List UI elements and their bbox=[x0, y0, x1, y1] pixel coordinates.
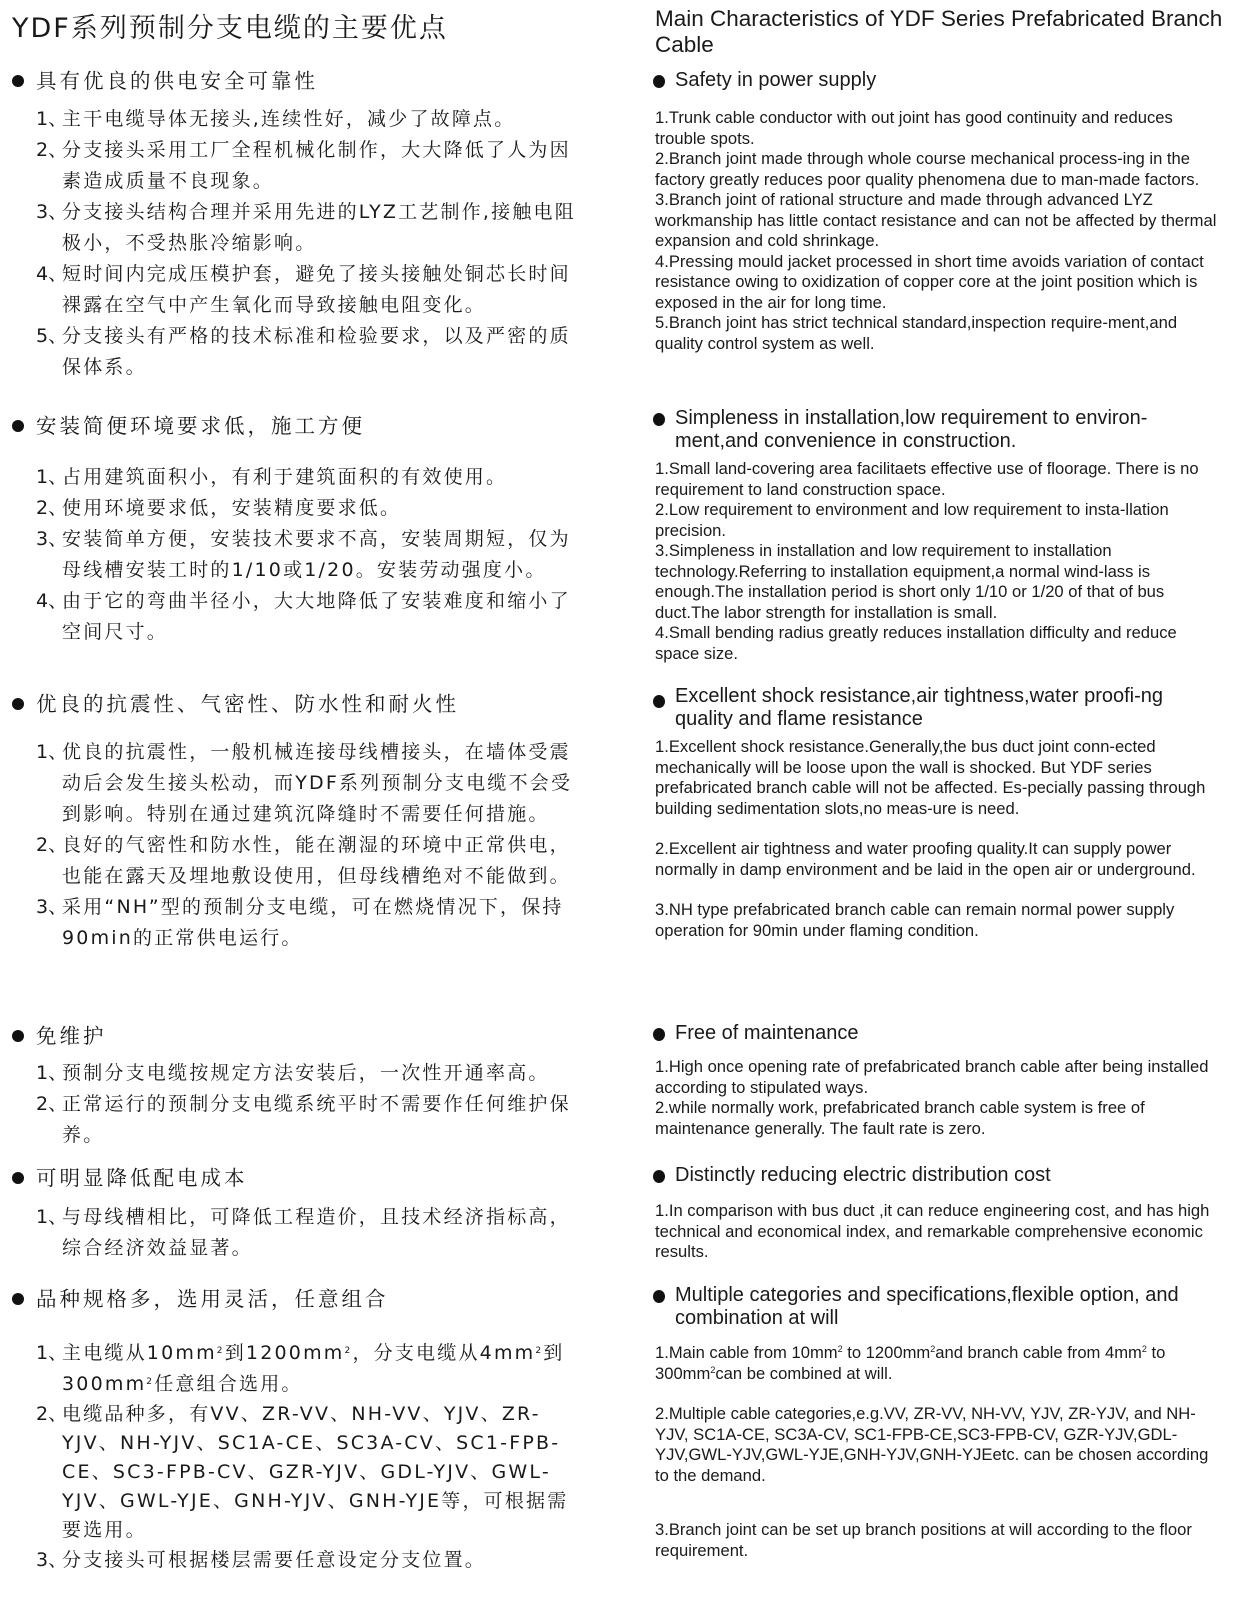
bullet-icon bbox=[12, 1030, 24, 1042]
list-item bbox=[0, 104, 587, 135]
heading-text: 优良的抗震性、气密性、防水性和耐火性 bbox=[36, 692, 459, 716]
section-cn-safety bbox=[0, 66, 620, 383]
list-item: 1.Trunk cable conductor with out joint has good continuity and reduces trouble spots. bbox=[655, 108, 1173, 148]
section-heading bbox=[655, 69, 1223, 92]
list-item bbox=[0, 259, 587, 321]
item-number: 1、 bbox=[36, 1062, 68, 1084]
list-item: 4.Small bending radius greatly reduces installation difficulty and reduce space size. bbox=[655, 623, 1177, 663]
item-number: 2、 bbox=[36, 497, 68, 519]
list-item: 5.Branch joint has strict technical standard,inspection require-ment,and quality control system as well. bbox=[655, 313, 1178, 353]
list-item bbox=[0, 197, 587, 259]
list-item: 2.while normally work, prefabricated branch cable system is free of maintenance generally. The fault rate is zero. bbox=[655, 1098, 1145, 1138]
list-item bbox=[0, 586, 587, 648]
section-heading bbox=[655, 407, 1223, 453]
heading-text: Safety in power supply bbox=[675, 69, 877, 91]
list-item bbox=[0, 830, 587, 892]
section-cn-maintenance bbox=[0, 1021, 620, 1151]
bullet-icon bbox=[653, 1290, 665, 1303]
heading-text: Simpleness in installation,low requirement to environ-ment,and convenience in construction. bbox=[675, 407, 1148, 452]
heading-text: 免维护 bbox=[36, 1024, 107, 1048]
item-number: 3、 bbox=[36, 528, 68, 550]
section-en-cost bbox=[655, 1164, 1235, 1263]
item-text: 安装简单方便，安装技术要求不高，安装周期短，仅为母线槽安装工时的1/10或1/20。安装劳动强度小。 bbox=[62, 528, 571, 581]
heading-text: 安装简便环境要求低，施工方便 bbox=[36, 414, 365, 438]
list-item bbox=[0, 1058, 587, 1089]
section-cn-categories bbox=[0, 1284, 620, 1576]
item-text: 由于它的弯曲半径小，大大地降低了安装难度和缩小了空间尺寸。 bbox=[62, 590, 571, 643]
list-item: 1.Small land-covering area facilitaets effective use of floorage. There is no requirement to land construction space. bbox=[655, 459, 1199, 499]
item-number: 3、 bbox=[36, 896, 68, 918]
heading-text: Free of maintenance bbox=[675, 1022, 859, 1044]
item-number: 3、 bbox=[36, 1549, 68, 1571]
item-number: 2、 bbox=[36, 1093, 68, 1115]
list-item bbox=[0, 1202, 587, 1264]
item-number: 4、 bbox=[36, 263, 68, 285]
list-item bbox=[0, 1089, 587, 1151]
list-item: 2.Branch joint made through whole course mechanical process-ing in the factory greatly reduces poor quality phenomena due to man-made factors. bbox=[655, 149, 1200, 189]
section-heading bbox=[0, 1284, 620, 1314]
section-heading bbox=[655, 685, 1223, 731]
section-en-safety bbox=[655, 69, 1235, 354]
section-cn-cost bbox=[0, 1163, 620, 1264]
bullet-icon bbox=[653, 413, 665, 426]
heading-text: Excellent shock resistance,air tightness,water proofi-ng quality and flame resistance bbox=[675, 685, 1164, 730]
list-item: 1.High once opening rate of prefabricated branch cable after being installed according to stipulated ways. bbox=[655, 1057, 1209, 1097]
list-item bbox=[0, 462, 587, 493]
heading-text: 可明显降低配电成本 bbox=[36, 1166, 248, 1190]
item-text: 正常运行的预制分支电缆系统平时不需要作任何维护保养。 bbox=[62, 1093, 571, 1146]
list-item: 1.Excellent shock resistance.Generally,the bus duct joint conn-ected mechanically will be loose upon the wall is shocked. But YDF series prefabricated branch cable will not be affected. Es-pecially passing through building sedimentation slots,no meas-ure is need. bbox=[655, 737, 1206, 818]
bullet-icon bbox=[12, 698, 24, 710]
section-heading bbox=[0, 689, 620, 719]
section-heading bbox=[0, 1163, 620, 1193]
bullet-icon bbox=[12, 1172, 24, 1184]
bullet-icon bbox=[653, 695, 665, 708]
list-item: 3.NH type prefabricated branch cable can remain normal power supply operation for 90min under flaming condition. bbox=[655, 900, 1175, 940]
item-text: 主干电缆导体无接头,连续性好，减少了故障点。 bbox=[62, 108, 516, 130]
item-number: 3、 bbox=[36, 201, 68, 223]
list-item: 4.Pressing mould jacket processed in short time avoids variation of contact resistance owing to oxidization of copper core at the joint position which is exposed in the air for long time. bbox=[655, 251, 1204, 312]
heading-text: 具有优良的供电安全可靠性 bbox=[36, 69, 318, 93]
section-en-categories bbox=[655, 1284, 1235, 1561]
item-text: 分支接头可根据楼层需要任意设定分支位置。 bbox=[62, 1549, 487, 1571]
item-text: 采用“NH”型的预制分支电缆，可在燃烧情况下，保持90min的正常供电运行。 bbox=[62, 896, 564, 949]
item-text: 电缆品种多，有VV、ZR-VV、NH-VV、YJV、ZR-YJV、NH-YJV、SC1A-CE、SC3A-CV、SC1-FPB-CE、SC3-FPB-CV、GZR-YJV、GDL-YJV、GWL-YJV、GWL-YJE、GNH-YJV、GNH-YJE等，可根据需要选用。 bbox=[62, 1403, 569, 1541]
list-item: 2.Low requirement to environment and low requirement to insta-llation precision. bbox=[655, 500, 1169, 540]
section-en-resistance bbox=[655, 685, 1235, 941]
heading-text: Distinctly reducing electric distribution cost bbox=[675, 1164, 1051, 1186]
bullet-icon bbox=[12, 1293, 24, 1305]
page-title-chinese: YDF系列预制分支电缆的主要优点 bbox=[12, 13, 448, 44]
list-item bbox=[0, 1545, 587, 1576]
bullet-icon bbox=[12, 75, 24, 87]
item-number: 1、 bbox=[36, 741, 68, 763]
list-item: 3.Branch joint of rational structure and made through advanced LYZ workmanship has little contact resistance and can not be affected by thermal expansion and cold shrinkage. bbox=[655, 190, 1217, 250]
list-item bbox=[0, 524, 587, 586]
item-number: 1、 bbox=[36, 1206, 68, 1228]
item-number: 2、 bbox=[36, 139, 68, 161]
list-item bbox=[0, 737, 587, 830]
section-heading bbox=[655, 1164, 1223, 1187]
bullet-icon bbox=[653, 1028, 665, 1041]
list-item: 1.Main cable from $10mm^2$ to $1200mm^2and$ branch cable from $4mm^2$ to $300mm^2can$ be combined at will. bbox=[655, 1343, 1166, 1383]
section-en-maintenance bbox=[655, 1022, 1235, 1139]
item-number: 4、 bbox=[36, 590, 68, 612]
item-text: 优良的抗震性，一般机械连接母线槽接头，在墙体受震动后会发生接头松动，而YDF系列预制分支电缆不会受到影响。特别在通过建筑沉降缝时不需要任何措施。 bbox=[62, 741, 573, 825]
bullet-icon bbox=[12, 420, 24, 432]
list-item: 2.Excellent air tightness and water proofing quality.It can supply power normally in damp environment and be laid in the open air or underground. bbox=[655, 839, 1196, 879]
item-text: 占用建筑面积小，有利于建筑面积的有效使用。 bbox=[62, 466, 508, 488]
item-text: 使用环境要求低，安装精度要求低。 bbox=[62, 497, 402, 519]
list-item bbox=[0, 1400, 587, 1545]
item-text: 良好的气密性和防水性，能在潮湿的环境中正常供电，也能在露天及埋地敷设使用，但母线槽绝对不能做到。 bbox=[62, 834, 571, 887]
heading-text: Multiple categories and specifications,flexible option, and combination at will bbox=[675, 1284, 1179, 1329]
item-number: 1、 bbox=[36, 466, 68, 488]
list-item: 3.Branch joint can be set up branch positions at will according to the floor requirement. bbox=[655, 1520, 1192, 1560]
list-item: 2.Multiple cable categories,e.g.VV, ZR-VV, NH-VV, YJV, ZR-YJV, and NH-YJV, SC1A-CE, SC3A-CV, SC1-FPB-CE,SC3-FPB-CV, GZR-YJV,GDL-YJV,GWL-YJV,GWL-YJE,GNH-YJV,GNH-YJEetc. can be chosen according to the demand. bbox=[655, 1404, 1209, 1485]
item-number: 2、 bbox=[36, 1403, 68, 1425]
item-text: 预制分支电缆按规定方法安装后，一次性开通率高。 bbox=[62, 1062, 550, 1084]
item-text: 分支接头有严格的技术标准和检验要求，以及严密的质保体系。 bbox=[62, 325, 571, 378]
list-item bbox=[0, 135, 587, 197]
item-number: 2、 bbox=[36, 834, 68, 856]
list-item: 1.In comparison with bus duct ,it can reduce engineering cost, and has high technical and economical index, and remarkable comprehensive economic results. bbox=[655, 1201, 1210, 1261]
list-item bbox=[0, 493, 587, 524]
item-text: 分支接头采用工厂全程机械化制作，大大降低了人为因素造成质量不良现象。 bbox=[62, 139, 571, 192]
item-number: 1、 bbox=[36, 108, 68, 130]
bullet-icon bbox=[653, 1170, 665, 1183]
section-heading bbox=[0, 66, 620, 96]
section-heading bbox=[0, 1021, 620, 1051]
item-text: 短时间内完成压模护套，避免了接头接触处铜芯长时间裸露在空气中产生氧化而导致接触电阻变化。 bbox=[62, 263, 571, 316]
heading-text: 品种规格多，选用灵活，任意组合 bbox=[36, 1287, 389, 1311]
item-text: 主电缆从$10mm^2$到$1200mm^2$，分支电缆从$4mm^2$到$300mm^2$任意组合选用。 bbox=[62, 1342, 565, 1395]
section-en-installation bbox=[655, 407, 1235, 664]
section-heading bbox=[655, 1284, 1223, 1330]
list-item bbox=[0, 321, 587, 383]
list-item: 3.Simpleness in installation and low requirement to installation technology.Referring to installation equipment,a normal wind-lass is enough.The installation period is short only 1/10 or 1/20 of that of bus duct.The labor strength for installation is small. bbox=[655, 541, 1165, 622]
page-title-english: Main Characteristics of YDF Series Prefabricated Branch Cable bbox=[655, 6, 1223, 57]
list-item bbox=[0, 892, 587, 954]
section-cn-resistance bbox=[0, 689, 620, 954]
item-number: 5、 bbox=[36, 325, 68, 347]
section-cn-installation bbox=[0, 411, 620, 648]
section-heading bbox=[655, 1022, 1223, 1045]
section-heading bbox=[0, 411, 620, 441]
item-text: 与母线槽相比，可降低工程造价，且技术经济指标高，综合经济效益显著。 bbox=[62, 1206, 571, 1259]
list-item bbox=[0, 1338, 587, 1400]
bullet-icon bbox=[653, 75, 665, 88]
item-number: 1、 bbox=[36, 1342, 68, 1364]
item-text: 分支接头结构合理并采用先进的LYZ工艺制作,接触电阻极小，不受热胀冷缩影响。 bbox=[62, 201, 576, 254]
